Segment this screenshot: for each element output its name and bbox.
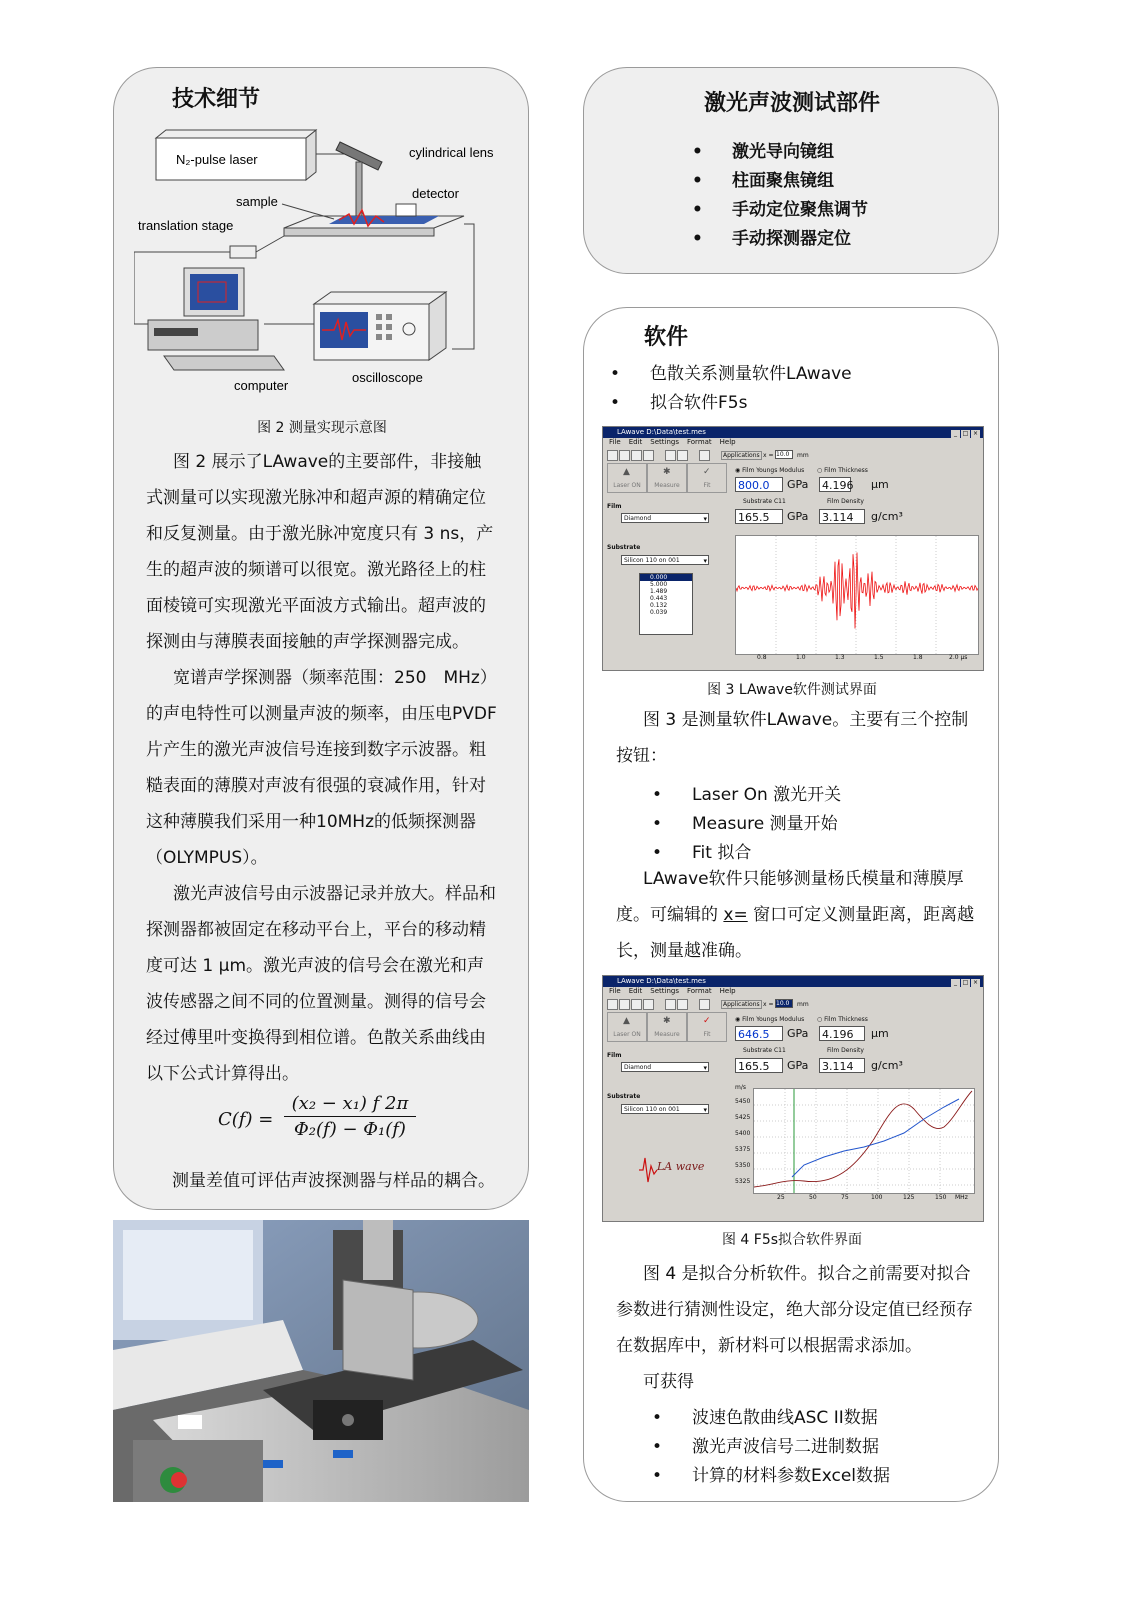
tech-paragraph-1: 图 2 展示了LAwave的主要部件，非接触式测量可以实现激光脉冲和超声源的精确定位和反复测量。由于激光脉冲宽度只有 3 ns，产生的超声波的频谱可以很宽。激光路径上的柱面棱镜可实现激光平面波方式输出。超声波的探测由与薄膜表面接触的声学探测器完成。 [146,452,494,652]
x-input[interactable]: 10.0 [775,999,793,1008]
menu-format[interactable]: Format [687,987,712,995]
film-label: Film [607,1052,622,1059]
menu-help[interactable]: Help [719,987,736,995]
settings-icon[interactable] [677,999,688,1010]
print-icon[interactable] [643,999,654,1010]
measure-icon: ✱ [663,467,671,477]
list-item: • 柱面聚焦镜组 [732,167,868,196]
maximize-icon[interactable]: □ [962,430,969,437]
fit-check-icon: ✓ [703,467,711,477]
test-components-list [732,138,868,254]
substrate-c11-label: Substrate C11 [743,498,786,505]
test-components-card [583,67,999,274]
substrate-label: Substrate [607,544,641,551]
print-icon[interactable] [643,450,654,461]
x-tick: 125 [903,1194,915,1201]
x-tick: 1.0 [796,654,806,661]
formula-denominator: Φ₂(f) − Φ₁(f) [294,1119,406,1140]
menu-settings[interactable]: Settings [650,438,679,446]
um-unit: µm [871,1027,889,1040]
diagram-detector-label: detector [412,186,459,201]
modulus-input[interactable]: 646.5 [735,1026,783,1041]
apparatus-photo [113,1220,529,1502]
measure-button[interactable]: Measure [647,1012,687,1042]
x-tick: 0.8 [757,654,767,661]
density-input[interactable]: 3.114 [819,509,865,524]
list-item[interactable]: 0.443 [650,595,668,602]
warning-icon[interactable] [699,999,710,1010]
gpa-unit: GPa [787,1027,809,1040]
y-tick: 5425 [735,1114,751,1121]
dispersion-plot [753,1088,975,1194]
radio-modulus[interactable]: ◉ Film Youngs Modulus [735,467,805,474]
list-item[interactable]: 0.000 [640,574,692,581]
diagram-lens-label: cylindrical lens [409,145,494,160]
menu-help[interactable]: Help [719,438,736,446]
thickness-input[interactable]: 4.196 [819,477,851,492]
film-select[interactable]: Diamond ▾ [621,1062,709,1072]
gpa-unit: GPa [787,478,809,491]
x-tick: 50 [809,1194,817,1201]
density-input[interactable]: 3.114 [819,1058,865,1073]
fit-curve [754,1091,972,1187]
radio-modulus[interactable]: ◉ Film Youngs Modulus [735,1016,805,1023]
fit-button[interactable]: Fit [687,1012,727,1042]
list-item[interactable]: 0.132 [650,602,668,609]
software-title: 软件 [644,325,689,350]
close-icon[interactable]: × [972,979,979,986]
signal-plot [735,535,979,655]
formula-numerator: (x₂ − x₁) f 2π [284,1093,416,1117]
y-tick: 5350 [735,1162,751,1169]
film-density-label: Film Density [827,498,864,505]
lawave-logo-text: LA wave [657,1160,705,1173]
menu-edit[interactable]: Edit [628,438,643,446]
list-item: • 波速色散曲线ASC II数据 [692,1404,890,1433]
y-tick: 5450 [735,1098,751,1105]
y-tick: 5325 [735,1178,751,1185]
x-tick: 150 [935,1194,947,1201]
x-unit: mm [797,452,809,459]
measured-curve [792,1099,959,1177]
tech-paragraph-4: 测量差值可评估声波探测器与样品的耦合。 [172,1171,495,1191]
x-tick: 1.3 [835,654,845,661]
list-item[interactable]: 0.039 [650,609,668,616]
fit-button[interactable]: Fit [687,463,727,493]
yticks [733,1094,755,1194]
x-unit: mm [797,1001,809,1008]
c11-input[interactable]: 165.5 [735,509,783,524]
tech-paragraph-2: 宽谱声学探测器（频率范围：250 MHz）的声电特性可以测量声波的频率，由压电PVDF片产生的激光声波信号连接到数字示波器。粗糙表面的薄膜对声波有很强的衰减作用，针对这种薄膜我们采用一种10MHz的低频探测器（OLYMPUS）。 [146,668,497,868]
gcm-unit: g/cm³ [871,1059,903,1072]
list-item[interactable]: 1.489 [650,588,668,595]
zoom-icon[interactable] [665,999,676,1010]
x-tick: 2.0 µs [949,654,968,661]
thickness-input[interactable]: 4.196 [819,1026,865,1041]
x-tick: 1.5 [874,654,884,661]
new-file-icon[interactable] [607,999,618,1010]
list-item: • 手动定位聚焦调节 [732,196,868,225]
software-list [650,360,852,418]
y-tick: 5400 [735,1130,751,1137]
film-select[interactable]: Diamond ▾ [621,513,709,523]
radio-thickness[interactable]: ○ Film Thickness [817,467,868,474]
values-list[interactable] [639,573,693,635]
gpa-unit: GPa [787,1059,809,1072]
modulus-input[interactable]: 800.0 [735,477,783,492]
fig4-caption: 图 4 F5s拟合软件界面 [721,1232,863,1248]
minimize-icon[interactable]: _ [951,979,960,987]
save-icon[interactable] [631,450,642,461]
lawave-window-1 [602,426,984,671]
x-label: x = [763,1001,774,1008]
diagram-oscilloscope-label: oscilloscope [352,370,423,385]
save-icon[interactable] [631,999,642,1010]
y-unit: m/s [735,1084,746,1091]
obtain-label: 可获得 [643,1372,694,1392]
x-tick: MHz [955,1194,968,1201]
zoom-icon[interactable] [665,450,676,461]
test-components-title: 激光声波测试部件 [703,91,880,116]
maximize-icon[interactable]: □ [962,979,969,986]
list-item: • 激光声波信号二进制数据 [692,1433,890,1462]
c11-input[interactable]: 165.5 [735,1058,783,1073]
x-label: x = [763,452,774,459]
film-label: Film [607,503,622,510]
laser-on-button[interactable]: Laser ON [607,1012,647,1042]
warning-icon[interactable] [699,450,710,461]
new-file-icon[interactable] [607,450,618,461]
x-tick: 25 [777,1194,785,1201]
um-unit: µm [871,478,889,491]
menu-bar [603,987,983,996]
outputs-list [692,1404,890,1491]
software-paragraph-1: 图 3 是测量软件LAwave。主要有三个控制按钮： [616,710,969,766]
close-icon[interactable]: × [972,430,979,437]
menu-file[interactable]: File [609,438,621,446]
signal-trace [736,553,978,629]
gcm-unit: g/cm³ [871,510,903,523]
lawave-window-2 [602,975,984,1222]
diagram-sample-label: sample [236,194,278,209]
tech-details-card [113,67,529,1210]
list-item: • 色散关系测量软件LAwave [650,360,852,389]
substrate-select[interactable]: Silicon 110 on 001 ▾ [621,555,709,565]
measure-button[interactable]: Measure [647,463,687,493]
software-paragraph-3: 图 4 是拟合分析软件。拟合之前需要对拟合参数进行猜测性设定，绝大部分设定值已经预存在数据库中，新材料可以根据需求添加。 [616,1264,973,1356]
menu-file[interactable]: File [609,987,621,995]
open-file-icon[interactable] [619,450,630,461]
laser-icon: ▲ [623,1016,630,1026]
diagram-laser-label: N₂-pulse laser [176,152,258,167]
applications-button[interactable]: Applications [723,452,760,459]
measurement-schematic [134,124,524,394]
substrate-select[interactable]: Silicon 110 on 001 ▾ [621,1104,709,1114]
list-item: • 计算的材料参数Excel数据 [692,1462,890,1491]
menu-settings[interactable]: Settings [650,987,679,995]
control-buttons-list [692,781,841,868]
title-bar: LAwave D:\Data\test.mes _ □ × [603,976,983,987]
menu-edit[interactable]: Edit [628,987,643,995]
formula-lhs: C(f) = [218,1109,274,1130]
fig3-caption: 图 3 LAwave软件测试界面 [707,682,877,698]
software-paragraph-2: LAwave软件只能够测量杨氏模量和薄膜厚度。可编辑的 x= 窗口可定义测量距离，距离越长，测量越准确。 [616,869,975,961]
laser-icon: ▲ [623,467,630,477]
list-item: • Measure 测量开始 [692,810,841,839]
diagram-stage-label: translation stage [138,218,234,233]
list-item: • 激光导向镜组 [732,138,868,167]
x-tick: 75 [841,1194,849,1201]
x-equals-term: x= [723,905,748,925]
fit-check-icon: ✓ [703,1016,711,1026]
applications-button[interactable]: Applications [723,1001,760,1008]
tech-paragraph-3: 激光声波信号由示波器记录并放大。样品和探测器都被固定在移动平台上，平台的移动精度可达 1 µm。激光声波的信号会在激光和声波传感器之间不同的位置测量。测得的信号会经过傅里叶变换得到相位谱。色散关系曲线由以下公式计算得出。 [146,884,496,1084]
open-file-icon[interactable] [619,999,630,1010]
title-bar: LAwave D:\Data\test.mes _ □ × [603,427,983,438]
list-item: • 拟合软件F5s [650,389,852,418]
y-tick: 5375 [735,1146,751,1153]
signal-xticks [735,654,977,662]
substrate-c11-label: Substrate C11 [743,1047,786,1054]
list-item[interactable]: 5.000 [650,581,668,588]
menu-bar [603,438,983,447]
software-card [583,307,999,1502]
x-tick: 1.8 [913,654,923,661]
laser-on-button[interactable]: Laser ON [607,463,647,493]
film-density-label: Film Density [827,1047,864,1054]
list-item: • Fit 拟合 [692,839,841,868]
x-input[interactable]: 10.0 [775,450,793,459]
fig2-caption: 图 2 测量实现示意图 [257,420,387,436]
tech-details-title: 技术细节 [172,87,261,112]
list-item: • Laser On 激光开关 [692,781,841,810]
dispersion-xticks [753,1194,973,1202]
measure-icon: ✱ [663,1016,671,1026]
radio-thickness[interactable]: ○ Film Thickness [817,1016,868,1023]
list-item: • 手动探测器定位 [732,225,868,254]
substrate-label: Substrate [607,1093,641,1100]
settings-icon[interactable] [677,450,688,461]
minimize-icon[interactable]: _ [951,430,960,438]
diagram-computer-label: computer [234,378,289,393]
x-tick: 100 [871,1194,883,1201]
menu-format[interactable]: Format [687,438,712,446]
gpa-unit: GPa [787,510,809,523]
